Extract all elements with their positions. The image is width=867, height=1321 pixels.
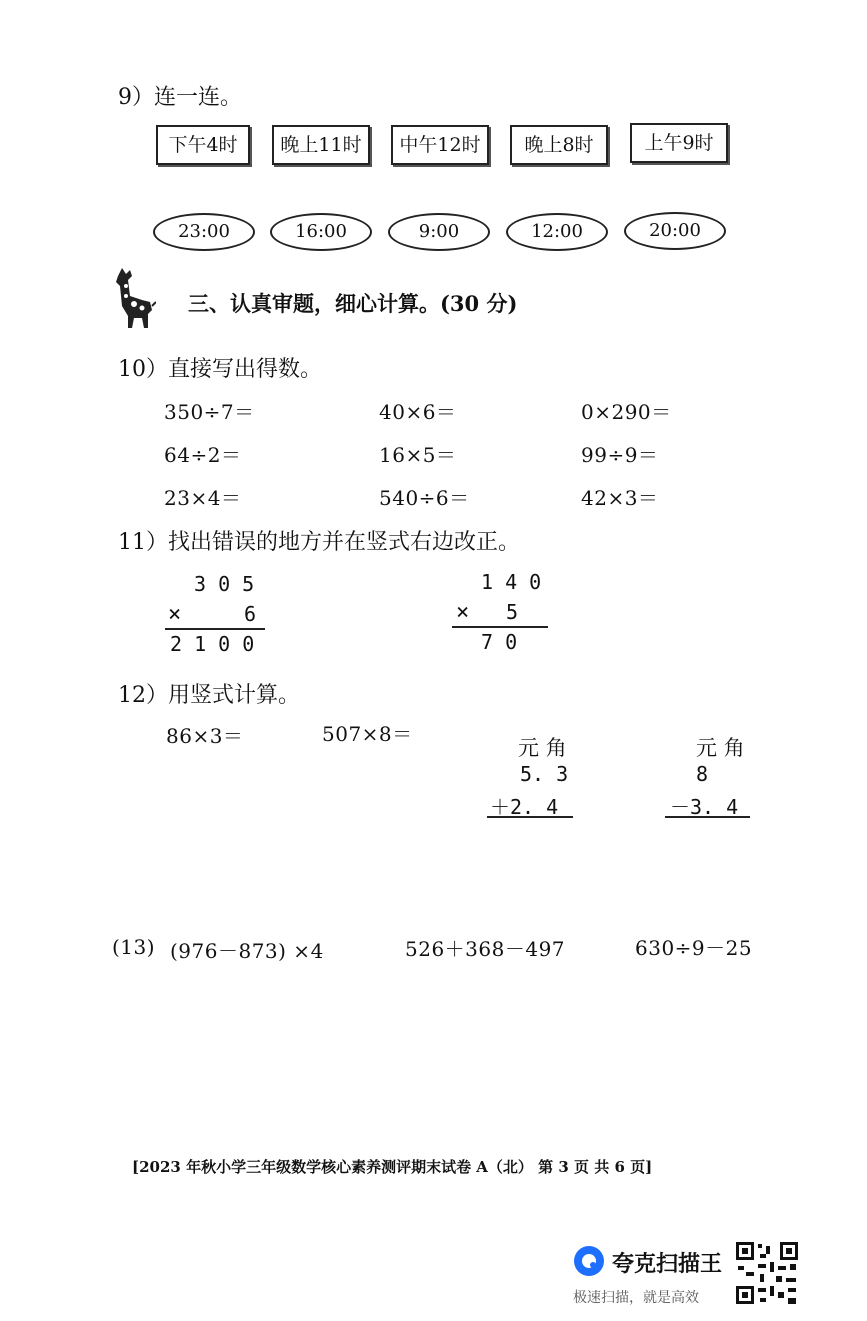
clock-oval-3: 9:00 (388, 213, 490, 251)
vertical-a-top: 3 0 5 (194, 572, 255, 596)
vertical-b-op: × (456, 600, 470, 625)
money2-header: 元 角 (696, 736, 745, 760)
oral-calc-8: 540÷6＝ (379, 486, 470, 510)
money2-bottom: －3. 4 (670, 795, 739, 819)
clock-oval-5: 20:00 (624, 212, 726, 250)
qr-code-icon (734, 1240, 800, 1306)
page-footer: [2023 年秋小学三年级数学核心素养测评期末试卷 A（北） 第 3 页 共 6 页] (132, 1158, 653, 1176)
vertical-a-result: 2 1 0 0 (170, 632, 255, 656)
vertical-a-op: × (168, 602, 182, 627)
money1-rule (487, 816, 573, 818)
section-title: 三、认真审题，细心计算。(30 分) (188, 291, 518, 316)
quark-logo-icon (573, 1245, 605, 1277)
q11-title: 11）找出错误的地方并在竖式右边改正。 (118, 530, 520, 555)
time-box-2: 晚上11时 (272, 125, 370, 165)
clock-oval-4: 12:00 (506, 213, 608, 251)
oral-calc-6: 99÷9＝ (581, 443, 659, 467)
oral-calc-9: 42×3＝ (581, 486, 659, 510)
giraffe-icon (112, 266, 156, 332)
oral-calc-5: 16×5＝ (379, 443, 457, 467)
watermark-tagline: 极速扫描，就是高效 (573, 1290, 699, 1306)
money2-top: 8 (696, 762, 709, 786)
q13-label: (13) (112, 935, 156, 959)
time-box-4: 晚上8时 (510, 125, 608, 165)
oral-calc-1: 350÷7＝ (164, 400, 255, 424)
mixed-calc-3: 630÷9－25 (635, 936, 753, 960)
time-box-3: 中午12时 (391, 125, 489, 165)
watermark-brand: 夸克扫描王 (612, 1252, 723, 1277)
vertical-b-top: 1 4 0 (481, 570, 542, 594)
vertical-a-mult: 6 (244, 602, 257, 626)
time-box-5: 上午9时 (630, 123, 728, 163)
mixed-calc-2: 526＋368－497 (405, 937, 566, 961)
vertical-b-result: 7 0 (481, 630, 518, 654)
money2-rule (665, 816, 750, 818)
oral-calc-3: 0×290＝ (581, 400, 672, 424)
oral-calc-2: 40×6＝ (379, 400, 457, 424)
oral-calc-7: 23×4＝ (164, 486, 242, 510)
q10-title: 10）直接写出得数。 (118, 357, 322, 382)
money1-top: 5. 3 (520, 762, 569, 786)
oral-calc-4: 64÷2＝ (164, 443, 242, 467)
mixed-calc-1: (976－873) ×4 (170, 939, 324, 963)
q12-title: 12）用竖式计算。 (118, 683, 300, 708)
vertical-b-rule (452, 626, 548, 628)
time-box-1: 下午4时 (156, 125, 250, 165)
clock-oval-2: 16:00 (270, 213, 372, 251)
written-calc-2: 507×8＝ (322, 722, 413, 746)
money1-bottom: ＋2. 4 (490, 795, 559, 819)
written-calc-1: 86×3＝ (166, 724, 244, 748)
money1-header: 元 角 (518, 736, 567, 760)
clock-oval-1: 23:00 (153, 213, 255, 251)
vertical-a-rule (165, 628, 265, 630)
vertical-b-mult: 5 (506, 600, 519, 624)
q9-title: 9）连一连。 (118, 85, 242, 110)
